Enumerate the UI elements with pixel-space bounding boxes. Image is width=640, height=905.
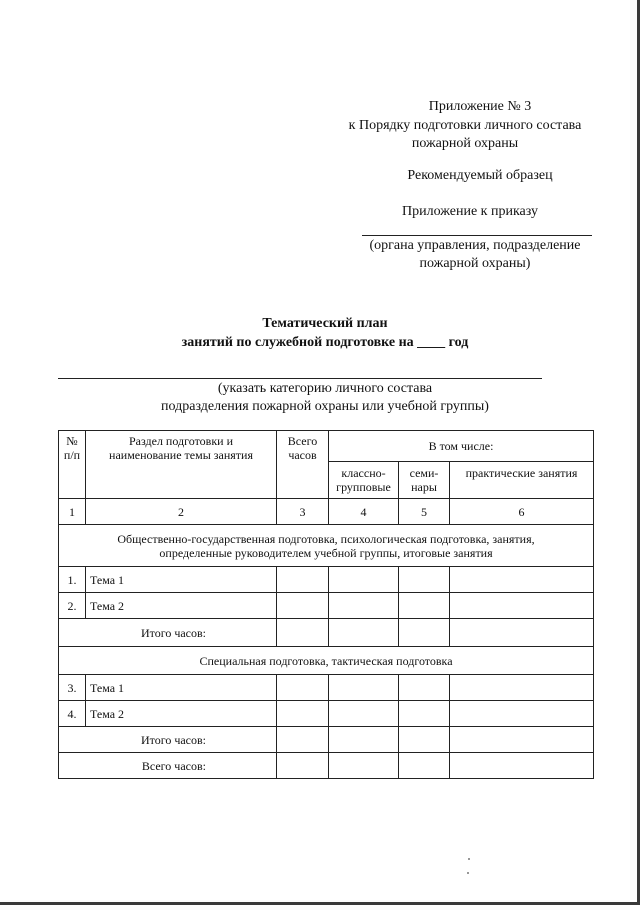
- thematic-plan-table: [58, 430, 594, 779]
- subtotal-row: [59, 727, 594, 753]
- section-title-row: [59, 525, 594, 567]
- cell-total[interactable]: [277, 727, 329, 753]
- header-sem-line1: семи-: [409, 466, 439, 480]
- cell-practical[interactable]: [450, 619, 594, 647]
- row-topic: Тема 1: [86, 567, 277, 593]
- cell-seminars[interactable]: [399, 619, 450, 647]
- cell-class-group[interactable]: [329, 675, 399, 701]
- cell-class-group[interactable]: [329, 567, 399, 593]
- header-section-line2: наименование темы занятия: [109, 448, 253, 462]
- cell-practical[interactable]: [450, 567, 594, 593]
- row-topic: Тема 1: [86, 675, 277, 701]
- cell-practical[interactable]: [450, 753, 594, 779]
- table-row: [59, 701, 594, 727]
- cell-seminars[interactable]: [399, 675, 450, 701]
- cell-seminars[interactable]: [399, 593, 450, 619]
- org-caption-line1: (органа управления, подразделение: [369, 238, 581, 253]
- cell-seminars[interactable]: [399, 753, 450, 779]
- order-reference-line1: к Порядку подготовки личного состава: [348, 118, 582, 133]
- header-total-line2: часов: [288, 448, 317, 462]
- category-fill-line: [58, 378, 542, 379]
- cell-practical[interactable]: [450, 675, 594, 701]
- header-practical: практические занятия: [450, 462, 594, 499]
- header-section-line1: Раздел подготовки и: [128, 434, 233, 448]
- cell-practical[interactable]: [450, 701, 594, 727]
- scan-speck: [468, 858, 470, 860]
- column-number: 5: [399, 499, 450, 525]
- column-number-row: [59, 499, 594, 525]
- recommended-sample-label: Рекомендуемый образец: [407, 168, 553, 183]
- column-number: 1: [59, 499, 86, 525]
- table-header-row: [59, 431, 594, 462]
- row-number: 3.: [59, 675, 86, 701]
- grand-total-row: [59, 753, 594, 779]
- section1-subtotal-label: Итого часов:: [59, 619, 277, 647]
- column-number: 4: [329, 499, 399, 525]
- appendix-to-order-label: Приложение к приказу: [402, 204, 538, 219]
- org-caption-line2: пожарной охраны): [419, 256, 531, 271]
- table-row: [59, 567, 594, 593]
- header-sem-line2: нары: [411, 480, 437, 494]
- order-signature-line: [362, 235, 592, 236]
- column-number: 3: [277, 499, 329, 525]
- category-caption-line2: подразделения пожарной охраны или учебной группы): [161, 399, 489, 414]
- cell-seminars[interactable]: [399, 567, 450, 593]
- row-number: 2.: [59, 593, 86, 619]
- table-row: [59, 593, 594, 619]
- header-seminars: [399, 462, 450, 499]
- table-row: [59, 675, 594, 701]
- cell-total[interactable]: [277, 753, 329, 779]
- header-section: [86, 431, 277, 499]
- category-caption-line1: (указать категорию личного состава: [217, 381, 433, 396]
- cell-total[interactable]: [277, 675, 329, 701]
- header-total-line1: Всего: [287, 434, 318, 448]
- cell-class-group[interactable]: [329, 727, 399, 753]
- header-class-group: [329, 462, 399, 499]
- cell-seminars[interactable]: [399, 701, 450, 727]
- plan-subtitle: занятий по служебной подготовке на ____ год: [181, 335, 469, 350]
- cell-total[interactable]: [277, 619, 329, 647]
- section2-title: Специальная подготовка, тактическая подготовка: [59, 647, 594, 675]
- grand-total-label: Всего часов:: [59, 753, 277, 779]
- cell-class-group[interactable]: [329, 701, 399, 727]
- header-num-line1: №: [66, 434, 78, 448]
- cell-class-group[interactable]: [329, 593, 399, 619]
- cell-total[interactable]: [277, 593, 329, 619]
- row-topic: Тема 2: [86, 701, 277, 727]
- cell-total[interactable]: [277, 701, 329, 727]
- section-title-row: [59, 647, 594, 675]
- section2-subtotal-label: Итого часов:: [59, 727, 277, 753]
- cell-practical[interactable]: [450, 593, 594, 619]
- scan-speck: [467, 872, 469, 874]
- header-total-hours: [277, 431, 329, 499]
- cell-practical[interactable]: [450, 727, 594, 753]
- cell-class-group[interactable]: [329, 619, 399, 647]
- header-num-line2: п/п: [63, 448, 81, 462]
- section1-title-line1: Общественно-государственная подготовка, психологическая подготовка, занятия,: [117, 531, 535, 546]
- column-number: 6: [450, 499, 594, 525]
- header-class-line2: групповые: [336, 480, 391, 494]
- cell-total[interactable]: [277, 567, 329, 593]
- cell-seminars[interactable]: [399, 727, 450, 753]
- section1-title-line2: определенные руководителем учебной группы, итоговые занятия: [159, 545, 493, 560]
- row-topic: Тема 2: [86, 593, 277, 619]
- row-number: 1.: [59, 567, 86, 593]
- header-including: В том числе:: [329, 431, 594, 462]
- header-class-line1: классно-: [341, 466, 386, 480]
- row-number: 4.: [59, 701, 86, 727]
- column-number: 2: [86, 499, 277, 525]
- subtotal-row: [59, 619, 594, 647]
- order-reference-line2: пожарной охраны: [411, 136, 519, 151]
- section1-title: [59, 525, 594, 567]
- plan-title: Тематический план: [262, 316, 388, 331]
- header-num: [59, 431, 86, 499]
- appendix-number: Приложение № 3: [428, 99, 532, 114]
- cell-class-group[interactable]: [329, 753, 399, 779]
